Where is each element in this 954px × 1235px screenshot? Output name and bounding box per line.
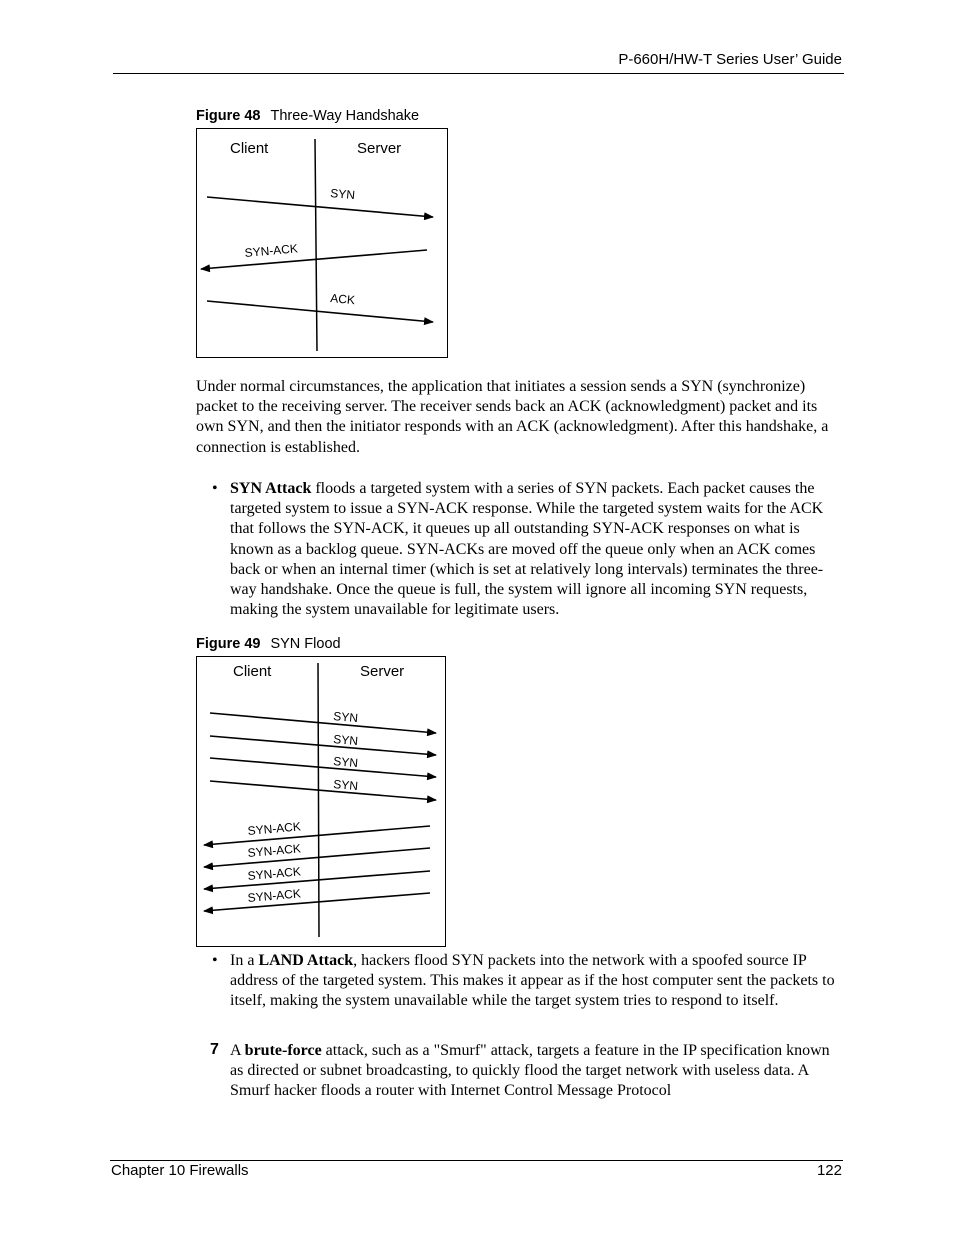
- figure-49-synack-label: SYN-ACK: [247, 819, 302, 838]
- footer-page-number: 122: [816, 1162, 842, 1179]
- figure-49-diagram: [196, 656, 446, 947]
- figure-48-client-label: Client: [230, 140, 269, 157]
- figure-49-syn-label: SYN: [332, 754, 359, 771]
- figure-49-synack-label: SYN-ACK: [247, 886, 302, 905]
- figure-48-synack-arrow: [201, 250, 427, 269]
- figure-49-syn-arrow: [210, 713, 436, 733]
- footer-rule: [110, 1160, 843, 1161]
- figure-49-title: SYN Flood: [270, 636, 341, 652]
- figure-48-diagram: [196, 128, 448, 358]
- figure-49-syn-label: SYN: [332, 777, 359, 794]
- figure-48-synack-label: SYN-ACK: [244, 241, 299, 260]
- figure-48-number: Figure 48: [196, 108, 261, 124]
- footer-chapter: Chapter 10 Firewalls: [111, 1162, 249, 1179]
- figure-48-ack-label: ACK: [329, 291, 356, 308]
- figure-48-syn-arrow: [207, 197, 433, 217]
- syn-attack-text: floods a targeted system with a series of SYN packets. Each packet causes the targeted system to issue a SYN-ACK response. While the targeted system waits for the ACK that follows the SYN-ACK, it queues up all outstanding SYN-ACK responses on what is known as a backlog queue. SYN-ACKs are moved off the queue only when an ACK comes back or when an internal timer (which is set at relatively long intervals) terminates the three-way handshake. Once the queue is full, the system will ignore all incoming SYN requests, making the system unavailable for legitimate users.: [230, 480, 824, 619]
- figure-48-divider: [315, 139, 317, 351]
- figure-49-synack-label: SYN-ACK: [247, 841, 302, 860]
- figure-49-syn-arrow: [210, 758, 436, 777]
- brute-force-item: [210, 1041, 842, 1102]
- figure-48-caption: [196, 108, 419, 124]
- figure-49-synack-arrow: [204, 893, 430, 911]
- figure-48-syn-label: SYN: [329, 186, 356, 203]
- item-number: 7: [210, 1041, 219, 1058]
- brute-force-term: brute-force: [244, 1042, 322, 1059]
- figure-49-divider: [318, 663, 319, 937]
- figure-49-synack-arrow: [204, 848, 430, 867]
- header-title: P-660H/HW-T Series User’ Guide: [618, 51, 842, 68]
- bullet-marker: •: [212, 952, 218, 969]
- land-attack-text: , hackers flood SYN packets into the network with a spoofed source IP address of the targeted system. This makes it appear as if the host computer sent the packets to itself, making the system unavailable while the target system tries to respond to itself.: [230, 952, 835, 1010]
- figure-49-client-label: Client: [233, 663, 272, 680]
- intro-paragraph: Under normal circumstances, the application that initiates a session sends a SYN (synchronize) packet to the receiving server. The receiver sends back an ACK (acknowledgment) packet and its own SYN, and then the initiator responds with an ACK (acknowledgment). After this handshake, a connection is established.: [196, 378, 829, 456]
- land-attack-bullet: [212, 951, 842, 1012]
- land-attack-term: LAND Attack: [258, 952, 354, 969]
- figure-49-caption: [196, 636, 341, 652]
- figure-49-synack-label: SYN-ACK: [247, 864, 302, 883]
- bullet-marker: •: [212, 480, 218, 497]
- figure-49-syn-arrow: [210, 781, 436, 800]
- figure-48-ack-arrow: [207, 301, 433, 322]
- figure-49-syn-arrow: [210, 736, 436, 755]
- land-attack-prefix: In a: [230, 952, 259, 969]
- brute-force-text: attack, such as a "Smurf" attack, targets a feature in the IP specification known as directed or subnet broadcasting, to quickly flood the target network with useless data. A Smurf hacker floods a router with Internet Control Message Protocol: [230, 1042, 830, 1100]
- brute-force-prefix: A: [230, 1042, 245, 1059]
- figure-49-number: Figure 49: [196, 636, 261, 652]
- syn-attack-term: SYN Attack: [230, 480, 312, 497]
- figure-48-server-label: Server: [357, 140, 402, 157]
- figure-49-syn-label: SYN: [332, 732, 359, 749]
- figure-49-syn-label: SYN: [332, 709, 359, 726]
- figure-49-synack-arrow: [204, 826, 430, 845]
- figure-49-server-label: Server: [360, 663, 405, 680]
- figure-48-title: Three-Way Handshake: [270, 108, 420, 124]
- header-rule: [113, 73, 844, 74]
- figure-49-synack-arrow: [204, 871, 430, 889]
- syn-attack-bullet: [212, 479, 842, 620]
